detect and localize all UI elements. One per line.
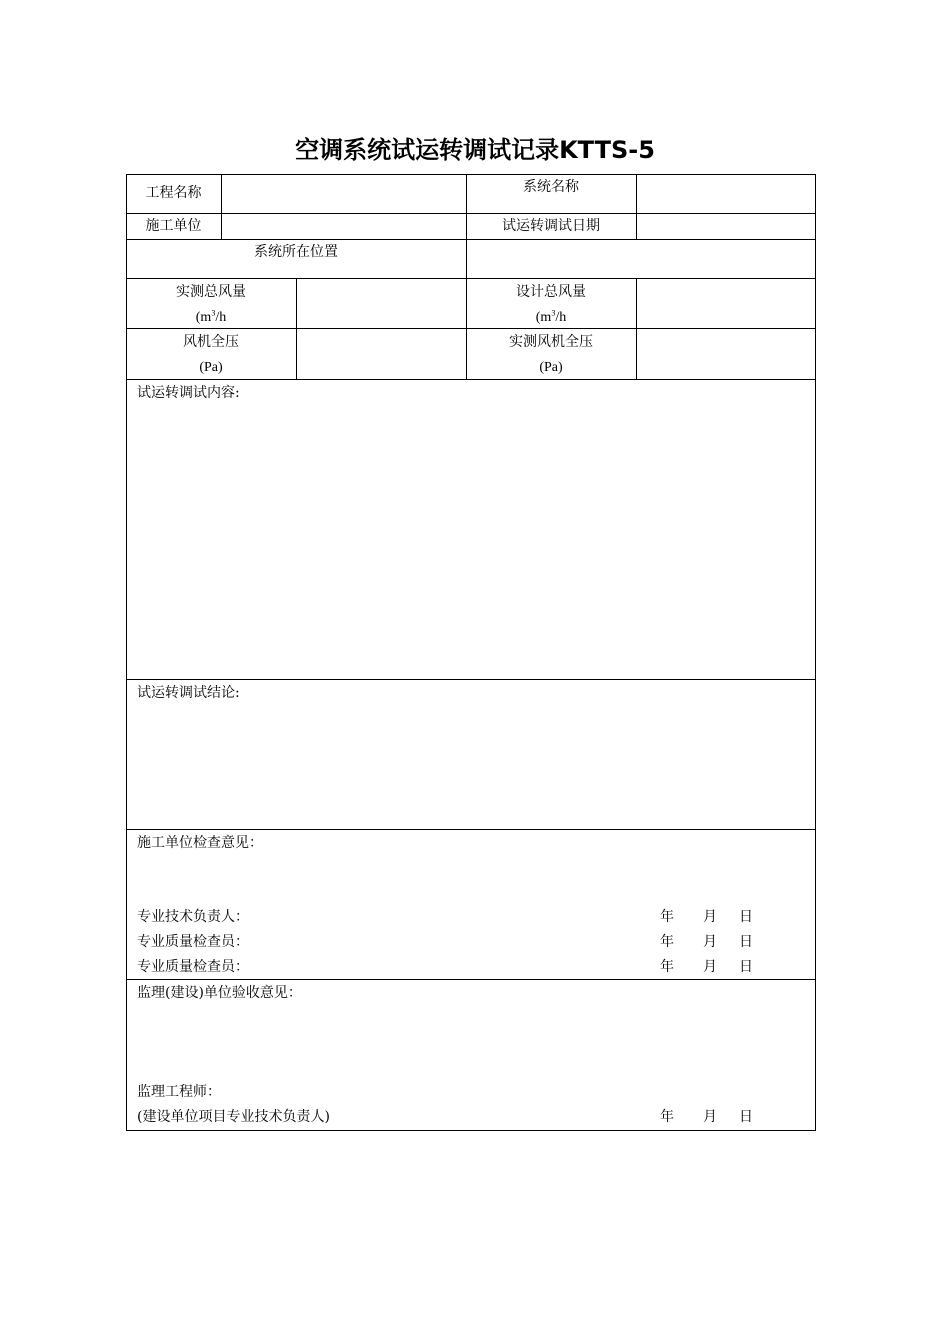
design-airflow-title: 设计总风量 [516, 284, 586, 300]
table-line [126, 679, 816, 680]
measured-airflow-label [126, 280, 296, 330]
year-label: 年 [660, 959, 674, 975]
tech-lead-date[interactable] [660, 905, 760, 930]
unit-superscript: 3 [551, 308, 556, 318]
day-label: 日 [739, 1109, 753, 1125]
quality-inspector-label: 专业质量检查员： [137, 934, 249, 950]
table-line [126, 829, 816, 830]
measured-fan-pressure-label [466, 330, 636, 380]
day-label: 日 [739, 959, 753, 975]
unit-text: /h [215, 310, 227, 325]
year-label: 年 [660, 934, 674, 950]
quality-inspector-label: 专业质量检查员： [137, 959, 249, 975]
supervisor-date[interactable] [660, 1105, 760, 1130]
construction-opinion-label: 施工单位检查意见： [137, 835, 263, 851]
construction-unit-label: 施工单位 [145, 218, 202, 234]
quality-inspector-date[interactable] [660, 930, 760, 955]
day-label: 日 [739, 909, 753, 925]
month-label: 月 [703, 934, 717, 950]
fan-pressure-value[interactable] [297, 329, 466, 379]
fan-pressure-title: 风机全压 [183, 334, 239, 350]
tech-lead-label: 专业技术负责人： [137, 909, 249, 925]
supervisor-label: 监理工程师： [137, 1084, 221, 1100]
system-location-value[interactable] [467, 240, 815, 278]
construction-unit-value[interactable] [222, 214, 466, 239]
month-label: 月 [703, 909, 717, 925]
year-label: 年 [660, 909, 674, 925]
measured-fan-pressure-unit: (Pa) [539, 360, 563, 375]
owner-tech-lead-label: (建设单位项目专业技术负责人) [137, 1109, 330, 1125]
measured-fan-pressure-value[interactable] [637, 329, 815, 379]
system-location-label: 系统所在位置 [254, 244, 338, 260]
page-title: 空调系统试运转调试记录KTTS-5 [295, 136, 655, 164]
supervision-opinion-label: 监理(建设)单位验收意见： [137, 985, 302, 1001]
design-airflow-value[interactable] [637, 279, 815, 328]
unit-text: (m [535, 310, 552, 325]
test-content-area[interactable] [127, 405, 815, 679]
table-line [126, 1130, 816, 1131]
month-label: 月 [703, 959, 717, 975]
quality-inspector-date[interactable] [660, 955, 760, 980]
day-label: 日 [739, 934, 753, 950]
system-name-value[interactable] [637, 175, 815, 213]
measured-airflow-unit [126, 305, 296, 330]
test-conclusion-label: 试运转调试结论: [137, 685, 240, 701]
fan-pressure-label [126, 330, 296, 380]
table-line [815, 174, 816, 1131]
design-airflow-label [466, 280, 636, 330]
test-content-label: 试运转调试内容: [137, 385, 240, 401]
test-date-label: 试运转调试日期 [502, 218, 600, 234]
project-name-value[interactable] [222, 175, 466, 213]
unit-text: /h [555, 310, 567, 325]
design-airflow-unit [466, 305, 636, 330]
test-date-value[interactable] [637, 214, 815, 239]
system-name-label: 系统名称 [523, 179, 579, 195]
month-label: 月 [703, 1109, 717, 1125]
measured-airflow-title: 实测总风量 [176, 284, 246, 300]
year-label: 年 [660, 1109, 674, 1125]
measured-fan-pressure-title: 实测风机全压 [509, 334, 593, 350]
test-conclusion-area[interactable] [127, 705, 815, 829]
measured-airflow-value[interactable] [297, 279, 466, 328]
project-name-label: 工程名称 [145, 185, 202, 201]
fan-pressure-unit: (Pa) [199, 360, 223, 375]
unit-text: (m [195, 310, 212, 325]
unit-superscript: 3 [211, 308, 216, 318]
